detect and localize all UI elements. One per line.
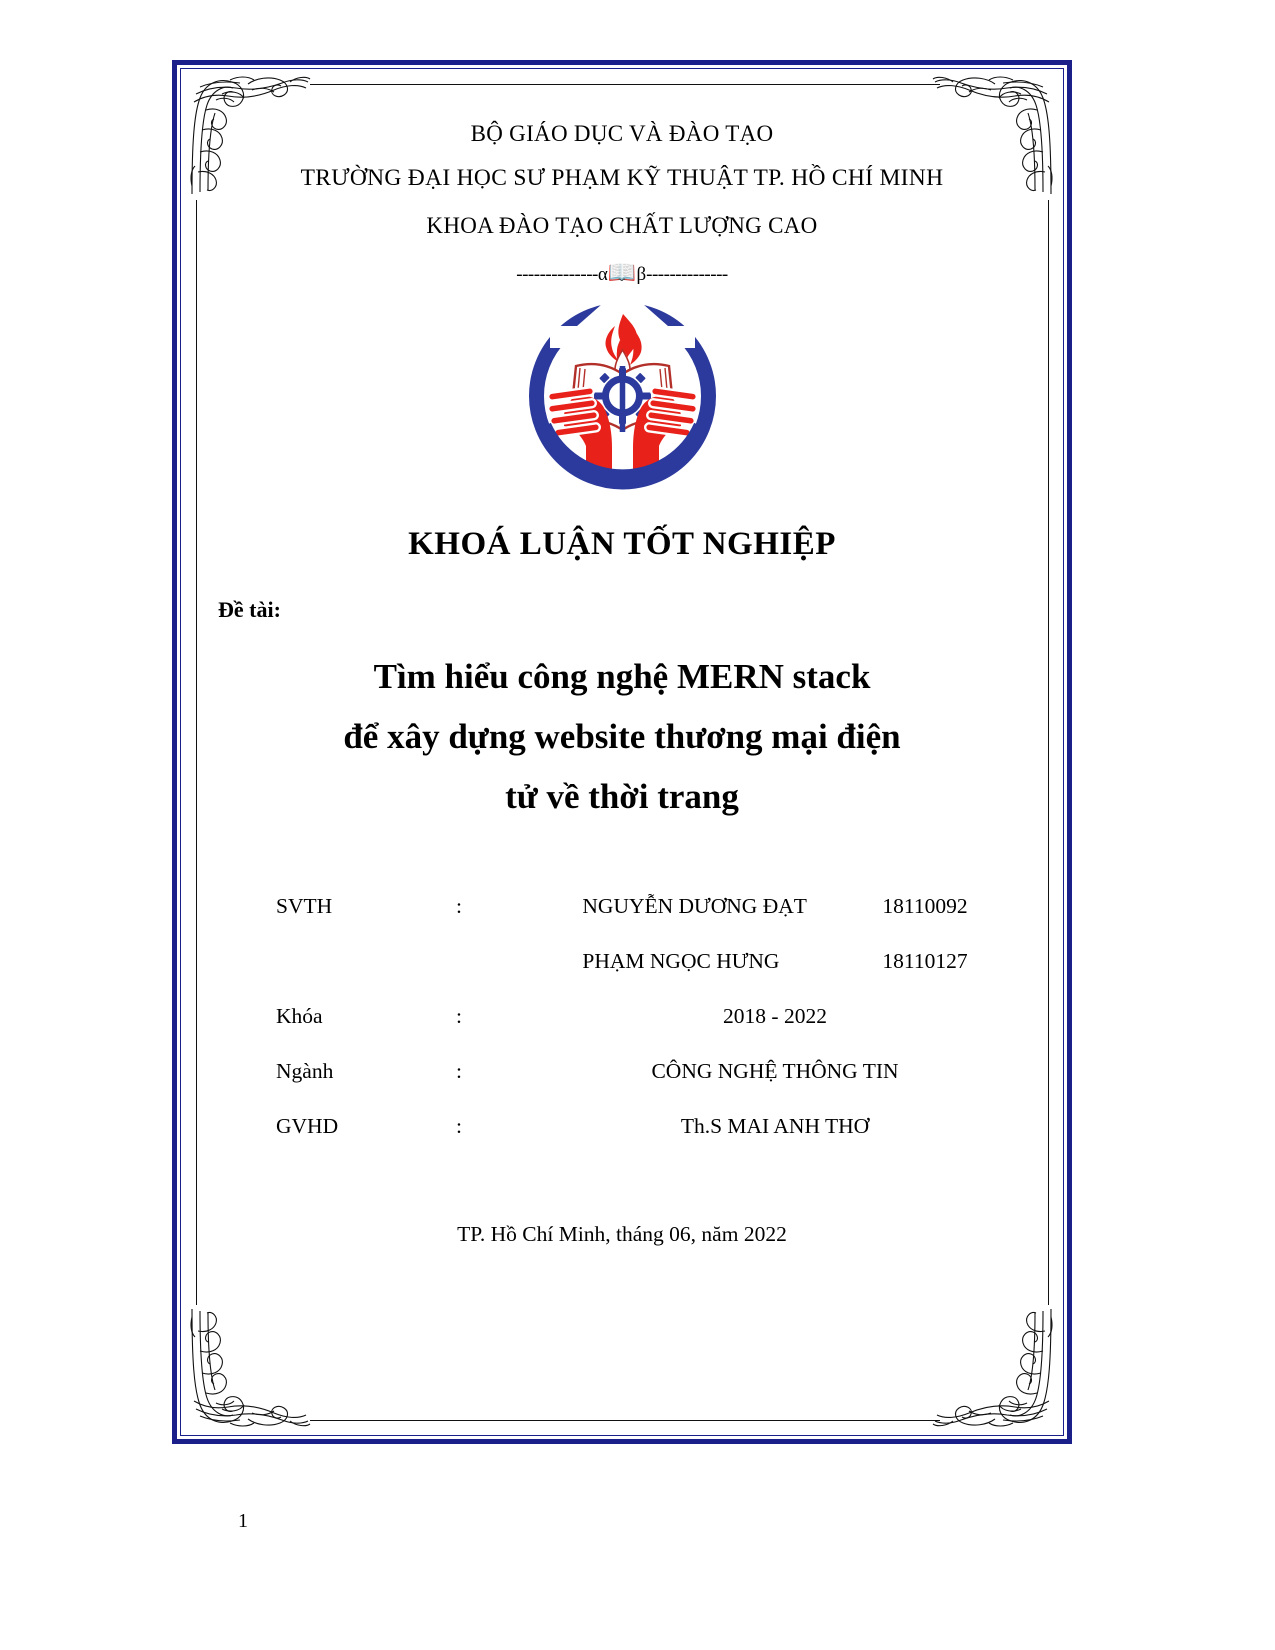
table-row-student-2 <box>210 934 1034 989</box>
subject-label: Đề tài: <box>218 596 281 622</box>
place-and-date: TP. Hồ Chí Minh, tháng 06, năm 2022 <box>457 1222 787 1247</box>
thesis-title-line-3: tử về thời trang <box>505 776 739 816</box>
table-row-khoa <box>210 989 1034 1044</box>
decorative-rule-right <box>1048 200 1049 1305</box>
subject-label-row <box>210 597 1034 623</box>
thesis-title <box>210 647 1034 828</box>
student-entry-1 <box>582 893 968 918</box>
divider-dashes-left: -------------- <box>516 263 598 285</box>
info-label-gvhd: GVHD <box>276 1113 339 1138</box>
info-table <box>210 879 1034 1154</box>
university-line: TRƯỜNG ĐẠI HỌC SƯ PHẠM KỸ THUẬT TP. HỒ CHÍ MINH <box>300 165 944 191</box>
cover-content <box>210 80 1034 1420</box>
divider-dashes-right: -------------- <box>646 263 728 285</box>
decorative-rule-left <box>196 200 197 1305</box>
student-entry-2 <box>582 948 968 973</box>
table-row-svth <box>210 879 1034 934</box>
table-row-gvhd <box>210 1099 1034 1154</box>
ornamental-divider <box>210 259 1034 286</box>
student-id-1: 18110092 <box>882 893 968 918</box>
info-label-khoa: Khóa <box>276 1003 323 1028</box>
student-id-2: 18110127 <box>882 948 968 973</box>
info-value-svth <box>516 879 1034 934</box>
divider-ornament-right: β <box>636 263 647 285</box>
student-name-2: PHẠM NGỌC HƯNG <box>582 948 780 973</box>
info-value-student-2 <box>516 934 1034 989</box>
page-number: 1 <box>238 1510 248 1532</box>
info-label-svth: SVTH <box>276 893 333 918</box>
info-value-gvhd: Th.S MAI ANH THƠ <box>680 1113 870 1138</box>
open-book-icon: 📖 <box>607 259 637 285</box>
thesis-title-line-2: để xây dựng website thương mại điện <box>343 716 901 756</box>
logo-container <box>210 296 1034 496</box>
hcmute-logo-icon <box>520 296 725 496</box>
info-colon-nganh: : <box>456 1058 462 1083</box>
ministry-line: BỘ GIÁO DỤC VÀ ĐÀO TẠO <box>470 121 774 146</box>
document-type-title: KHOÁ LUẬN TỐT NGHIỆP <box>408 525 836 562</box>
decorative-rule-bottom <box>310 1420 940 1421</box>
info-colon-svth: : <box>456 893 462 918</box>
table-row-nganh <box>210 1044 1034 1099</box>
thesis-title-line-1: Tìm hiểu công nghệ MERN stack <box>373 656 871 696</box>
divider-ornament-left: α <box>597 263 608 285</box>
faculty-line: KHOA ĐÀO TẠO CHẤT LƯỢNG CAO <box>426 212 818 238</box>
info-colon-gvhd: : <box>456 1113 462 1138</box>
info-colon-khoa: : <box>456 1003 462 1028</box>
info-label-nganh: Ngành <box>276 1058 334 1083</box>
info-value-nganh: CÔNG NGHỆ THÔNG TIN <box>651 1058 899 1083</box>
student-name-1: NGUYỄN DƯƠNG ĐẠT <box>582 893 807 918</box>
info-value-khoa: 2018 - 2022 <box>723 1003 827 1028</box>
